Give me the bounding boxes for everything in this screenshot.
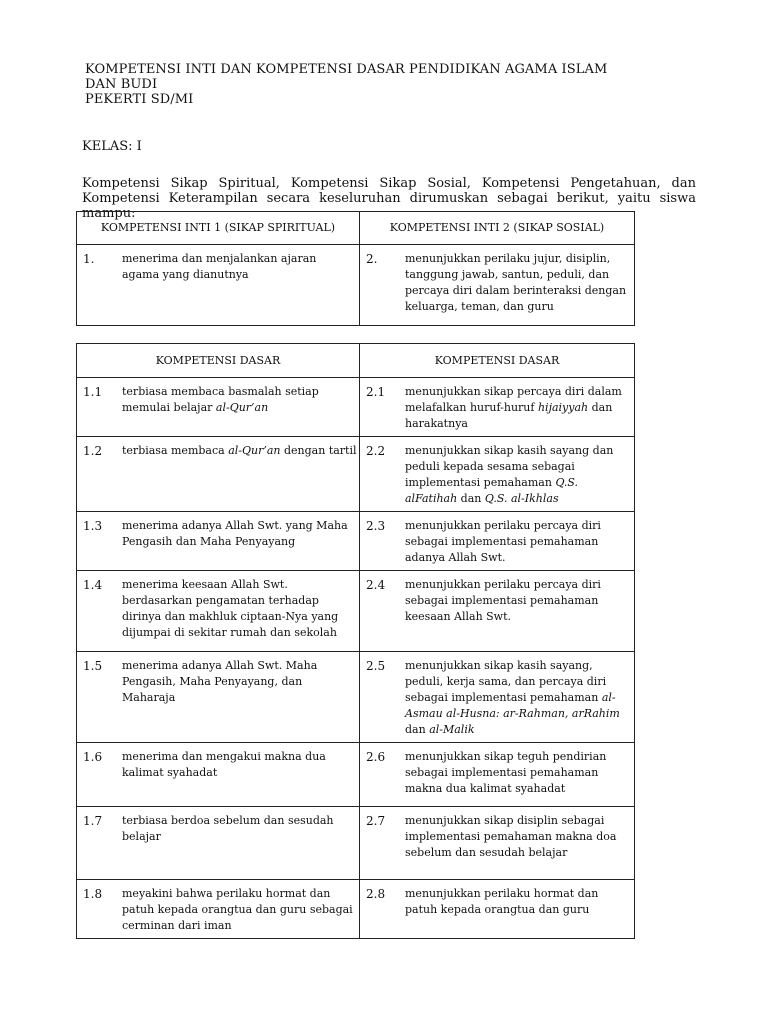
kd-right-text bbox=[405, 658, 634, 738]
kd-left-text bbox=[122, 384, 359, 416]
kd-right-text bbox=[405, 886, 634, 918]
kd-text-segment: menunjukkan sikap percaya diri dalam melafalkan huruf-huruf bbox=[405, 385, 622, 414]
kd-row bbox=[77, 571, 635, 652]
kd-text-segment: menunjukkan sikap kasih sayang, peduli, kerja sama, dan percaya diri sebagai implementasi pemahaman bbox=[405, 659, 607, 704]
kd-text-segment: terbiasa membaca basmalah setiap memulai belajar bbox=[122, 385, 319, 414]
ki2-header: KOMPETENSI INTI 2 (SIKAP SOSIAL) bbox=[360, 212, 635, 245]
kd-row bbox=[77, 512, 635, 571]
ki2-text: menunjukkan perilaku jujur, disiplin, tanggung jawab, santun, peduli, dan percaya diri dalam berinteraksi dengan keluarga, teman, dan guru bbox=[405, 252, 627, 313]
kd-text-segment: meyakini bahwa perilaku hormat dan patuh kepada orangtua dan guru sebagai cerminan dari iman bbox=[122, 887, 353, 932]
kd-right-cell bbox=[360, 571, 635, 652]
kd-left-text bbox=[122, 443, 359, 459]
kd-left-cell bbox=[77, 512, 360, 571]
kd-right-number: 2.4 bbox=[366, 578, 386, 592]
kd-italic-term: Q.S. alFatihah bbox=[405, 476, 579, 505]
kd-right-text bbox=[405, 577, 634, 625]
kd-left-text bbox=[122, 518, 359, 550]
kd-right-cell bbox=[360, 652, 635, 743]
kd-right-text bbox=[405, 443, 634, 507]
kd-right-number: 2.1 bbox=[366, 385, 386, 399]
kd-right-number: 2.3 bbox=[366, 519, 386, 533]
kd-right-text bbox=[405, 384, 634, 432]
kd-table-body bbox=[77, 378, 635, 939]
ki2-cell bbox=[360, 245, 635, 326]
kd-text-segment: menerima keesaan Allah Swt. berdasarkan pengamatan terhadap dirinya dan makhluk ciptaan-Nya yang dijumpai di sekitar rumah dan sekolah bbox=[122, 578, 339, 639]
ki2-number: 2. bbox=[366, 252, 378, 266]
kd-left-text bbox=[122, 577, 359, 641]
kd-italic-term: al-Qur’an bbox=[228, 444, 281, 457]
kd-text-segment: dan harakatnya bbox=[405, 401, 613, 430]
ki1-cell bbox=[77, 245, 360, 326]
kd-left-cell bbox=[77, 743, 360, 807]
kd-left-number: 1.3 bbox=[83, 519, 103, 533]
kd-text-segment: menerima dan mengakui makna dua kalimat syahadat bbox=[122, 750, 326, 779]
document-page bbox=[82, 62, 696, 221]
kd-text-segment: menunjukkan perilaku percaya diri sebagai implementasi pemahaman adanya Allah Swt. bbox=[405, 519, 601, 564]
kd-right-text bbox=[405, 813, 634, 861]
kd-left-cell bbox=[77, 437, 360, 512]
kd-left-text bbox=[122, 813, 359, 845]
kd-text-segment: menunjukkan perilaku hormat dan patuh kepada orangtua dan guru bbox=[405, 887, 599, 916]
title-line-1: KOMPETENSI INTI DAN KOMPETENSI DASAR PENDIDIKAN AGAMA ISLAM DAN BUDI bbox=[85, 62, 608, 92]
kd-left-cell bbox=[77, 652, 360, 743]
kd-right-cell bbox=[360, 437, 635, 512]
kd-left-number: 1.4 bbox=[83, 578, 103, 592]
title-line-2: PEKERTI SD/MI bbox=[85, 92, 194, 107]
kompetensi-dasar-table bbox=[76, 343, 635, 939]
kd-row bbox=[77, 378, 635, 437]
kd-right-number: 2.7 bbox=[366, 814, 386, 828]
ki1-text: menerima dan menjalankan ajaran agama yang dianutnya bbox=[122, 252, 317, 281]
kd-left-cell bbox=[77, 571, 360, 652]
kd-text-segment: menunjukkan sikap teguh pendirian sebagai implementasi pemahaman makna dua kalimat syahadat bbox=[405, 750, 607, 795]
kd-text-segment: menunjukkan sikap disiplin sebagai implementasi pemahaman makna doa sebelum dan sesudah belajar bbox=[405, 814, 617, 859]
kd-row bbox=[77, 743, 635, 807]
kd-text-segment: dan bbox=[457, 492, 485, 505]
kd-left-number: 1.2 bbox=[83, 444, 103, 458]
kd-italic-term: al-Malik bbox=[429, 723, 475, 736]
kd-right-number: 2.6 bbox=[366, 750, 386, 764]
ki1-header: KOMPETENSI INTI 1 (SIKAP SPIRITUAL) bbox=[77, 212, 360, 245]
kd-left-number: 1.1 bbox=[83, 385, 103, 399]
kd-right-cell bbox=[360, 512, 635, 571]
kd-right-number: 2.2 bbox=[366, 444, 386, 458]
kd-text-segment: terbiasa berdoa sebelum dan sesudah belajar bbox=[122, 814, 334, 843]
kd-row bbox=[77, 880, 635, 939]
kd-italic-term: Q.S. al-Ikhlas bbox=[484, 492, 559, 505]
kd-italic-term: al-Qur’an bbox=[215, 401, 269, 414]
kd-left-text bbox=[122, 749, 359, 781]
kd-left-header: KOMPETENSI DASAR bbox=[77, 344, 360, 378]
kd-left-cell bbox=[77, 378, 360, 437]
kd-left-number: 1.6 bbox=[83, 750, 103, 764]
kd-right-cell bbox=[360, 880, 635, 939]
kd-right-header: KOMPETENSI DASAR bbox=[360, 344, 635, 378]
kd-right-number: 2.5 bbox=[366, 659, 386, 673]
ki1-number: 1. bbox=[83, 252, 95, 266]
kd-right-text bbox=[405, 518, 634, 566]
kompetensi-inti-table bbox=[76, 211, 635, 326]
kd-left-number: 1.5 bbox=[83, 659, 103, 673]
kd-text-segment: menunjukkan sikap kasih sayang dan peduli kepada sesama sebagai implementasi pemahaman bbox=[405, 444, 614, 489]
kd-text-segment: menerima adanya Allah Swt. Maha Pengasih, Maha Penyayang, dan Maharaja bbox=[122, 659, 318, 704]
intro-paragraph: Kompetensi Sikap Spiritual, Kompetensi Sikap Sosial, Kompetensi Pengetahuan, dan Kompetensi Keterampilan secara keseluruhan dirumuskan sebagai berikut, yaitu siswa mampu: bbox=[82, 176, 696, 221]
kd-row bbox=[77, 437, 635, 512]
kd-row bbox=[77, 652, 635, 743]
kd-left-text bbox=[122, 886, 359, 934]
kd-italic-term: al-Asmau al-Husna: ar-Rahman, arRahim bbox=[405, 691, 620, 720]
kd-left-number: 1.8 bbox=[83, 887, 103, 901]
kd-left-text bbox=[122, 658, 359, 706]
kd-right-cell bbox=[360, 743, 635, 807]
kd-right-cell bbox=[360, 378, 635, 437]
kd-right-cell bbox=[360, 807, 635, 880]
kd-italic-term: hijaiyyah bbox=[537, 401, 589, 414]
kd-text-segment: menunjukkan perilaku percaya diri sebagai implementasi pemahaman keesaan Allah Swt. bbox=[405, 578, 601, 623]
kd-left-cell bbox=[77, 807, 360, 880]
kd-row bbox=[77, 807, 635, 880]
kd-left-number: 1.7 bbox=[83, 814, 103, 828]
kd-right-text bbox=[405, 749, 634, 797]
kd-text-segment: dengan tartil bbox=[280, 444, 357, 457]
document-title bbox=[82, 62, 642, 107]
kd-text-segment: menerima adanya Allah Swt. yang Maha Pengasih dan Maha Penyayang bbox=[122, 519, 348, 548]
kd-text-segment: dan bbox=[405, 723, 430, 736]
kd-right-number: 2.8 bbox=[366, 887, 386, 901]
kelas-label: KELAS: I bbox=[82, 139, 142, 154]
kd-text-segment: terbiasa membaca bbox=[122, 444, 229, 457]
kd-left-cell bbox=[77, 880, 360, 939]
